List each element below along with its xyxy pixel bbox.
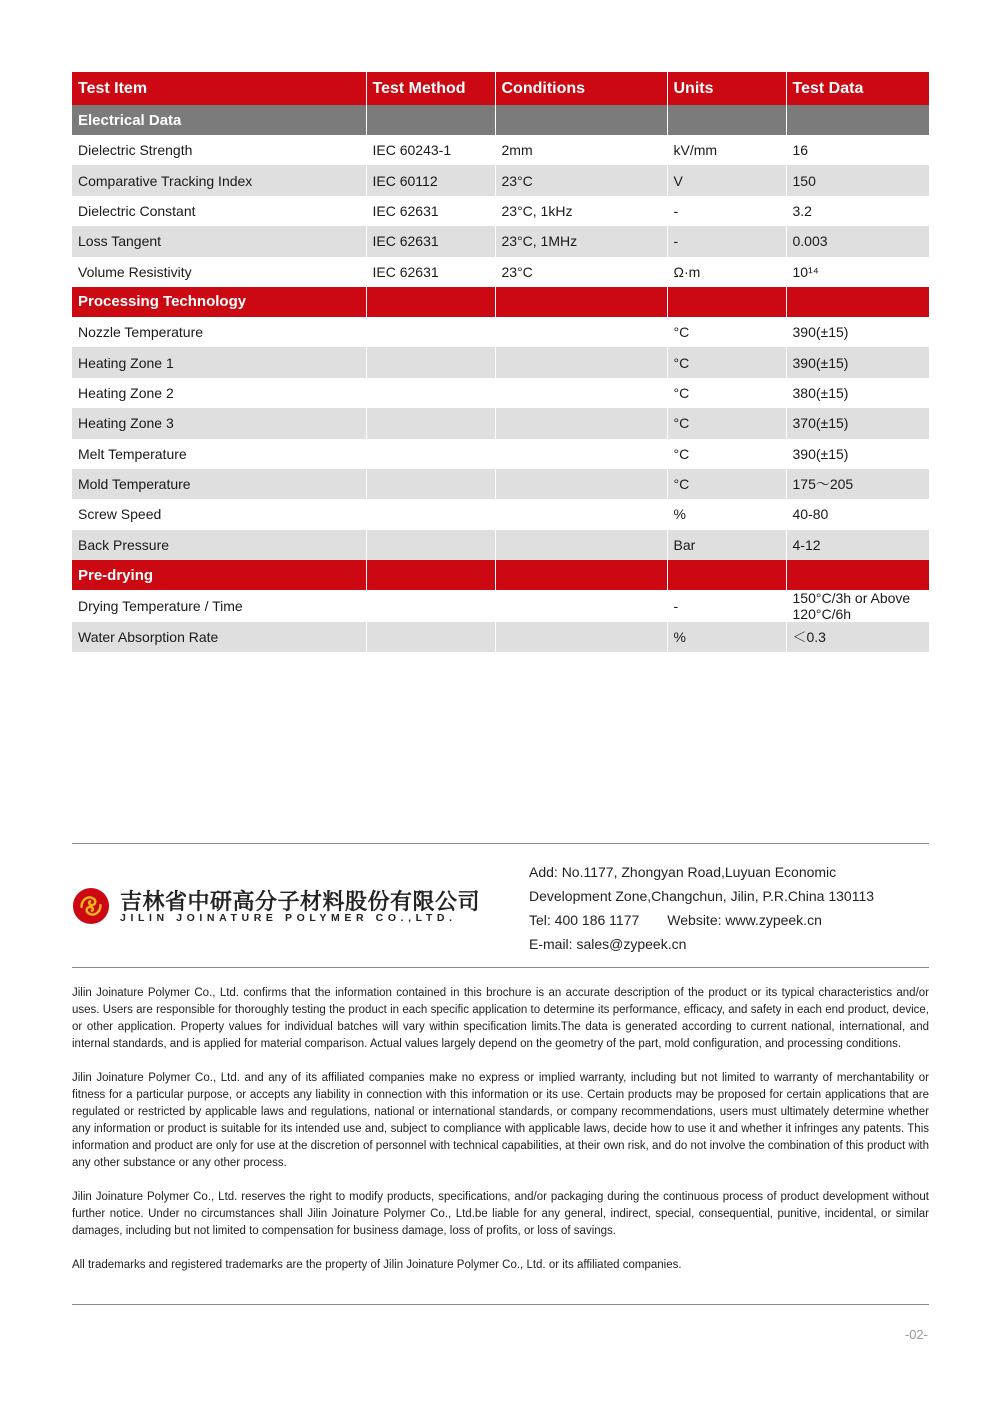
cell-test-method (366, 590, 495, 622)
cell-conditions (495, 469, 667, 499)
disclaimer-paragraph-3: Jilin Joinature Polymer Co., Ltd. reserves the right to modify products, specifications, and/or packaging during the continuous process of product development without further notice. Under no circumstances shall Jilin Joinature Polymer Co., Ltd.be liable for any general, indirect, special, consequential, punitive, incidental, or similar damages, including but not limited to compensation for business damage, loss of profits, or loss of savings. (72, 1191, 929, 1237)
header-test-item: Test Item (72, 72, 366, 105)
page-number: -02- (904, 1327, 928, 1342)
table-row (72, 499, 929, 529)
cell-units: V (667, 165, 786, 195)
cell-units: °C (667, 378, 786, 408)
table-row (72, 257, 929, 287)
section-filler-cell (366, 105, 495, 135)
cell-units: °C (667, 469, 786, 499)
cell-units: Bar (667, 530, 786, 560)
cell-conditions (495, 317, 667, 347)
cell-conditions (495, 347, 667, 377)
section-filler-cell (495, 560, 667, 590)
section-filler-cell (667, 105, 786, 135)
header-test-method: Test Method (366, 72, 495, 105)
header-conditions: Conditions (495, 72, 667, 105)
cell-test-data: 40-80 (786, 499, 929, 529)
section-header-row (72, 105, 929, 135)
header-units: Units (667, 72, 786, 105)
cell-test-data: 16 (786, 135, 929, 165)
cell-units: - (667, 590, 786, 622)
cell-test-item: Screw Speed (78, 506, 162, 523)
cell-test-data: 0.003 (786, 226, 929, 256)
cell-test-method (366, 469, 495, 499)
table-header-row (72, 72, 929, 105)
cell-conditions (495, 408, 667, 438)
cell-units: % (667, 622, 786, 652)
cell-test-method (366, 622, 495, 652)
table-row (72, 530, 929, 560)
cell-test-item: Melt Temperature (78, 445, 187, 462)
cell-test-item: Back Pressure (72, 530, 366, 560)
section-filler-cell (495, 287, 667, 317)
company-name-cn: 吉林省中研高分子材料股份有限公司 (120, 889, 481, 914)
cell-conditions: 23°C (495, 165, 667, 195)
cell-test-data: 3.2 (786, 196, 929, 226)
data-table-container (72, 72, 929, 652)
cell-test-data: 390(±15) (786, 317, 929, 347)
cell-units: Ω·m (667, 257, 786, 287)
email: E-mail: sales@zypeek.cn (529, 936, 687, 952)
table-row (72, 469, 929, 499)
cell-conditions: 23°C (495, 257, 667, 287)
header-test-data: Test Data (786, 72, 929, 105)
cell-conditions (495, 378, 667, 408)
cell-test-data: 390(±15) (786, 347, 929, 377)
cell-test-method: IEC 62631 (366, 226, 495, 256)
cell-units: - (667, 226, 786, 256)
cell-test-data: 150 (786, 165, 929, 195)
cell-test-method (366, 439, 495, 469)
cell-conditions: 2mm (495, 135, 667, 165)
cell-conditions (495, 530, 667, 560)
cell-test-item: Volume Resistivity (78, 263, 192, 280)
disclaimer-paragraph-1: Jilin Joinature Polymer Co., Ltd. confirms that the information contained in this brochure is an accurate description of the product or its typical characteristics and/or uses. Users are responsible for thoroughly testing the product in each specific application to determine its performance, efficacy, and safety in each end product, device, or other application. Property values for individual batches will vary within specification limits.The data is generated according to current national, international, and internal standards, and is applied for material comparison. Actual values largely depend on the geometry of the part, mold configuration, and processing conditions. (72, 987, 929, 1050)
section-title: Processing Technology (72, 287, 366, 317)
divider-middle (72, 967, 929, 968)
cell-test-data: 4-12 (786, 530, 929, 560)
disclaimer-paragraph-2: Jilin Joinature Polymer Co., Ltd. and any of its affiliated companies make no express or implied warranty, including but not limited to warranty of merchantability or fitness for a particular purpose, or accepts any liability in connection with this information or its use. Certain products may be proposed for certain applications that are regulated or restricted by applicable laws and regulations, national or international standards, or company recommendations, users must ultimately determine whether any information or product is suitable for its intended use and, subject to compliance with applicable laws, decide how to use it and whether it infringes any patents. This information and product are only for use at the discretion of personnel with technical capabilities, at their own risk, and do not involve the combination of this product with any other substance or any other process. (72, 1072, 929, 1169)
disclaimer (72, 985, 929, 1291)
cell-test-item: Heating Zone 1 (72, 347, 366, 377)
cell-conditions (495, 499, 667, 529)
cell-units: °C (667, 317, 786, 347)
cell-test-data: 150°C/3h or Above 120°C/6h (786, 590, 929, 622)
company-name-en: JILIN JOINATURE POLYMER CO.,LTD. (120, 912, 457, 924)
cell-test-data: 380(±15) (786, 378, 929, 408)
telephone: Tel: 400 186 1177 (529, 912, 640, 928)
cell-test-item: Heating Zone 2 (78, 384, 174, 401)
table-row (72, 378, 929, 408)
cell-test-item: Nozzle Temperature (78, 324, 204, 341)
table-row (72, 590, 929, 622)
cell-test-method: IEC 62631 (366, 257, 495, 287)
cell-test-data: 175～205 (786, 469, 929, 499)
cell-test-data: 370(±15) (786, 408, 929, 438)
cell-test-item: Heating Zone 3 (72, 408, 366, 438)
cell-test-method (366, 499, 495, 529)
cell-test-method: IEC 62631 (366, 196, 495, 226)
cell-test-item: Water Absorption Rate (72, 622, 366, 652)
address-line-1: Add: No.1177, Zhongyan Road,Luyuan Economic (529, 864, 837, 880)
table-row (72, 408, 929, 438)
cell-test-data: ＜0.3 (786, 622, 929, 652)
section-header-row (72, 287, 929, 317)
section-filler-cell (667, 560, 786, 590)
cell-test-item: Comparative Tracking Index (72, 165, 366, 195)
contact-info (529, 860, 874, 956)
section-filler-cell (495, 105, 667, 135)
disclaimer-paragraph-4: All trademarks and registered trademarks are the property of Jilin Joinature Polymer Co., Ltd. or its affiliated companies. (72, 1259, 682, 1271)
cell-test-data: 390(±15) (786, 439, 929, 469)
cell-conditions (495, 590, 667, 622)
cell-test-item: Dielectric Strength (78, 142, 193, 159)
cell-units: kV/mm (667, 135, 786, 165)
divider-top (72, 843, 929, 844)
cell-units: °C (667, 439, 786, 469)
cell-conditions: 23°C, 1MHz (495, 226, 667, 256)
section-filler-cell (366, 287, 495, 317)
cell-test-item: Loss Tangent (72, 226, 366, 256)
section-header-row (72, 560, 929, 590)
cell-test-method: IEC 60112 (366, 165, 495, 195)
cell-test-item: Drying Temperature / Time (78, 598, 243, 615)
properties-table (72, 72, 929, 652)
table-body (72, 105, 929, 652)
table-row (72, 439, 929, 469)
table-row (72, 135, 929, 165)
table-row (72, 347, 929, 377)
table-row (72, 317, 929, 347)
cell-test-item: Dielectric Constant (78, 202, 196, 219)
table-row (72, 196, 929, 226)
cell-test-method (366, 530, 495, 560)
section-filler-cell (786, 105, 929, 135)
logo-emblem-icon (72, 887, 110, 925)
section-title: Electrical Data (72, 105, 366, 135)
table-row (72, 165, 929, 195)
table-row (72, 226, 929, 256)
company-logo (72, 885, 481, 930)
cell-units: % (667, 499, 786, 529)
tel-website-line (529, 908, 874, 932)
table-row (72, 622, 929, 652)
cell-test-data: 10¹⁴ (786, 257, 929, 287)
cell-test-method (366, 408, 495, 438)
cell-test-item: Mold Temperature (72, 469, 366, 499)
section-filler-cell (667, 287, 786, 317)
website: Website: www.zypeek.cn (667, 912, 822, 928)
cell-test-method (366, 378, 495, 408)
divider-bottom (72, 1304, 929, 1305)
cell-units: - (667, 196, 786, 226)
cell-units: °C (667, 347, 786, 377)
cell-conditions (495, 439, 667, 469)
cell-test-method (366, 347, 495, 377)
cell-conditions (495, 622, 667, 652)
section-filler-cell (786, 560, 929, 590)
address-line-2: Development Zone,Changchun, Jilin, P.R.China 130113 (529, 888, 875, 904)
cell-conditions: 23°C, 1kHz (495, 196, 667, 226)
section-title: Pre-drying (72, 560, 366, 590)
section-filler-cell (366, 560, 495, 590)
cell-test-method: IEC 60243-1 (366, 135, 495, 165)
cell-units: °C (667, 408, 786, 438)
section-filler-cell (786, 287, 929, 317)
cell-test-method (366, 317, 495, 347)
